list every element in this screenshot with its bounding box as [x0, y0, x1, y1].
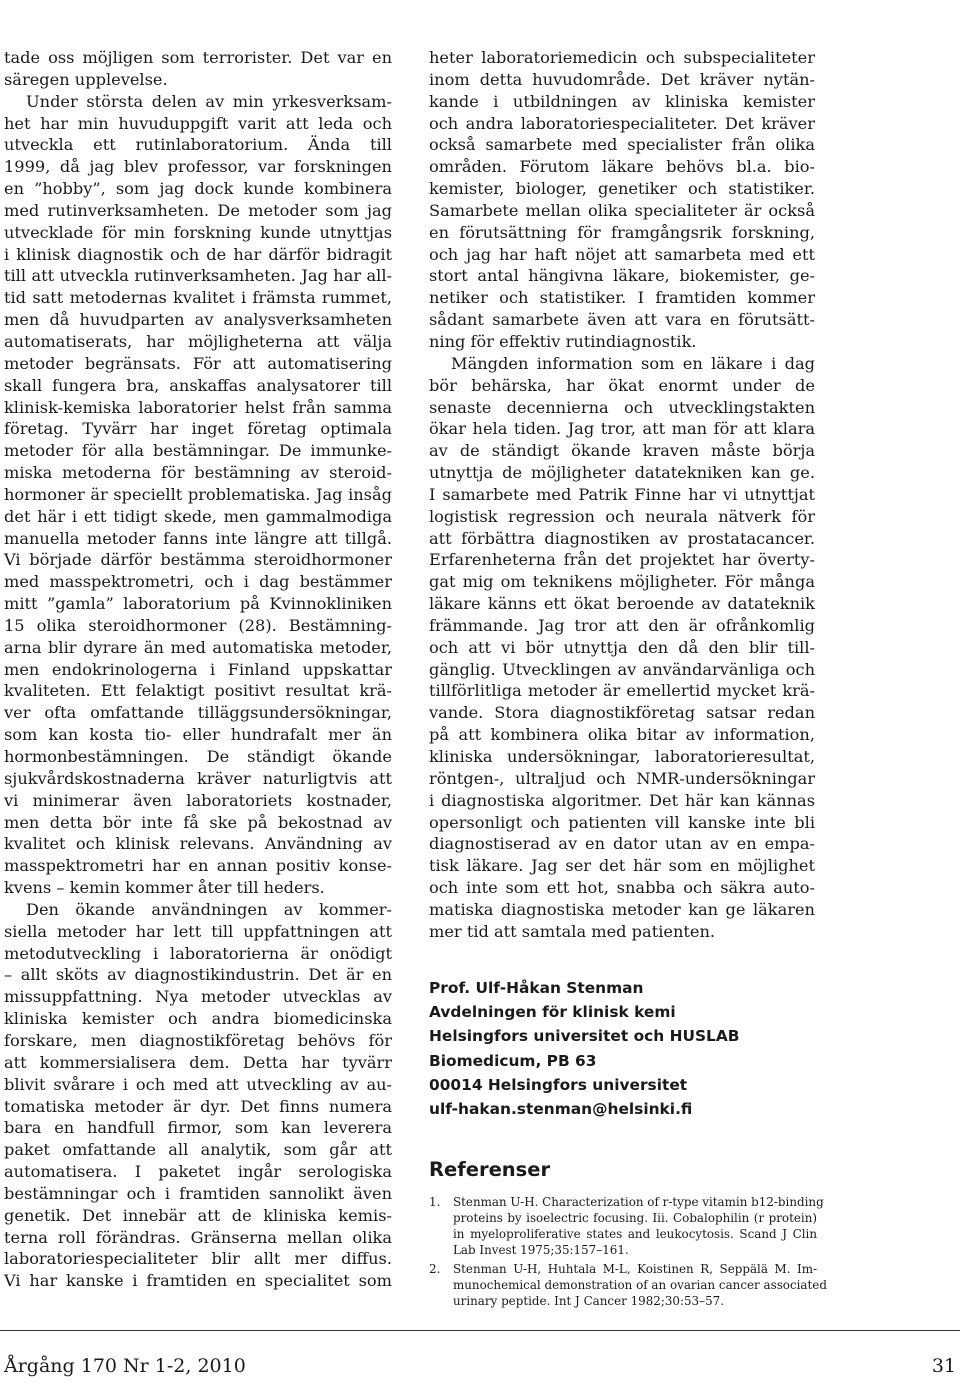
text-line: vi minimerar även laboratoriets kostnader,	[4, 790, 392, 810]
reference-line: in myeloproliferative states and leukocytosis. Scand J Clin	[453, 1227, 817, 1241]
text-line: senaste decennierna och utvecklingstakten	[429, 397, 815, 417]
text-line: automatisera. I paketet ingår serologiska	[4, 1162, 392, 1182]
reference-item	[429, 1261, 827, 1309]
text-line: främmande. Jag tror att den är ofrånkomlig	[429, 615, 815, 635]
text-line: men endokrinologerna i Finland uppskattar	[4, 659, 392, 679]
author-department: Avdelningen för klinisk kemi	[429, 1003, 676, 1022]
text-line: metoder för alla bestämningar. De immunke-	[4, 441, 392, 461]
text-line: manuella metoder fanns inte längre att tillgå.	[4, 528, 392, 548]
reference-line: proteins by isoelectric focusing. Iii. Cobalophilin (r protein)	[453, 1211, 817, 1225]
author-postal: 00014 Helsingfors universitet	[429, 1075, 688, 1094]
text-line: automatiserats, har möjligheterna att välja	[4, 331, 392, 351]
text-line: ning för effektiv rutindiagnostik.	[429, 331, 697, 351]
reference-item	[429, 1194, 824, 1258]
text-line: gat mig om teknikens möjligheter. För många	[429, 572, 815, 592]
text-line: logistisk regression och neurala nätverk för	[429, 506, 815, 526]
journal-issue: Årgång 170 Nr 1-2, 2010	[4, 1355, 246, 1377]
text-line: mer tid att samtala med patienten.	[429, 921, 716, 941]
text-line: kliniska kemister och andra biomedicinska	[4, 1009, 392, 1029]
text-line: och inte som ett hot, snabba och säkra auto-	[429, 878, 815, 898]
text-line: men då huvudparten av analysverksamheten	[4, 310, 392, 330]
text-line: att förbättra diagnostiken av prostatacancer.	[429, 528, 815, 548]
reference-line: Stenman U-H, Huhtala M-L, Koistinen R, Seppälä M. Im-	[453, 1262, 817, 1276]
text-line: sjukvårdskostnaderna kräver naturligtvis att	[4, 768, 392, 788]
text-line: 1999, då jag blev professor, var forskningen	[4, 157, 392, 177]
text-line: I samarbete med Patrik Finne har vi utnyttjat	[429, 484, 815, 504]
text-line: men detta bör inte få ske på bekostnad av	[4, 812, 392, 832]
text-line: bara en handfull firmor, som kan leverera	[4, 1118, 392, 1138]
text-line: och jag har haft nöjet att samarbeta med ett	[429, 244, 815, 264]
text-line: Vi har kanske i framtiden en specialitet som	[4, 1271, 392, 1291]
reference-line: munochemical demonstration of an ovarian cancer associated	[453, 1278, 827, 1292]
text-line: utveckla ett rutinlaboratorium. Ända till	[4, 135, 392, 155]
text-line: gänglig. Utvecklingen av användarvänliga och	[429, 659, 815, 679]
body-text-right-column	[429, 47, 815, 943]
text-line: forskare, men diagnostikföretag behövs för	[4, 1030, 392, 1050]
text-line: tisk läkare. Jag ser det här som en möjlighet	[429, 856, 815, 876]
author-name: Prof. Ulf-Håkan Stenman	[429, 979, 644, 997]
text-line: röntgen-, ultraljud och NMR-undersökningar	[429, 768, 815, 788]
text-line: områden. Förutom läkare behövs bl.a. bio-	[429, 157, 815, 177]
text-line: och andra laboratoriespecialiteter. Det kräver	[429, 113, 815, 133]
reference-line: Lab Invest 1975;35:157–161.	[453, 1243, 629, 1257]
text-line: Erfarenheterna från det projektet har överty-	[429, 550, 815, 570]
text-line: tomatiska metoder är dyr. Det finns numera	[4, 1096, 392, 1116]
text-line: masspektrometri har en annan positiv konse-	[4, 856, 392, 876]
text-line: en ”hobby”, som jag dock kunde kombinera	[4, 179, 392, 199]
author-building: Biomedicum, PB 63	[429, 1051, 597, 1070]
text-line: 15 olika steroidhormoner (28). Bestämning-	[4, 615, 392, 635]
text-line: siella metoder har lett till uppfattningen att	[4, 921, 392, 941]
text-line: tillförlitliga metoder är emellertid mycket krä-	[429, 681, 815, 701]
text-line: diagnostiserad av en dator utan av en empa-	[429, 834, 815, 854]
reference-line: urinary peptide. Int J Cancer 1982;30:53–57.	[453, 1294, 724, 1308]
text-line: het har min huvuduppgift varit att leda och	[4, 113, 392, 133]
text-line: bör behärska, har ökat enormt under de	[429, 375, 815, 395]
text-line: – allt sköts av diagnostikindustrin. Det är en	[4, 965, 392, 985]
body-text-left-column	[4, 47, 392, 1292]
text-line: i klinisk diagnostik och de har därför bidragit	[4, 244, 392, 264]
text-line: kliniska undersökningar, laboratorieresultat,	[429, 747, 815, 766]
text-line: paket omfattande all analytik, som går att	[4, 1140, 392, 1160]
author-email[interactable]: ulf-hakan.stenman@helsinki.fi	[429, 1100, 693, 1119]
text-line: heter laboratoriemedicin och subspecialiteter	[429, 48, 815, 67]
text-line: kemister, biologer, genetiker och statistiker.	[429, 179, 815, 199]
text-line: företag. Tyvärr har inget företag optimala	[4, 419, 392, 439]
text-line: arna blir dyrare än med automatiska metoder,	[4, 637, 392, 657]
text-line: i diagnostiska algoritmer. Det här kan kännas	[429, 790, 815, 810]
author-institution: Helsingfors universitet och HUSLAB	[429, 1027, 740, 1046]
text-line: opersonligt och patienten vill kanske inte bli	[429, 812, 815, 832]
text-line: tid satt metodernas kvalitet i främsta rummet,	[4, 288, 392, 308]
text-line: också samarbete med specialister från olika	[429, 135, 815, 155]
text-line: Samarbete mellan olika specialiteter är också	[429, 200, 815, 220]
text-line: med rutinverksamheten. De metoder som jag	[4, 200, 392, 220]
text-line: klinisk-kemiska laboratorier helst från samma	[4, 397, 392, 417]
text-line: ökar hela tiden. Jag tror, att man för att klara	[429, 419, 815, 439]
text-line: inom detta huvudområde. Det kräver nytän-	[429, 69, 815, 89]
text-line: matiska diagnostiska metoder kan ge läkaren	[429, 899, 815, 919]
text-line: som kan kosta tio- eller hundrafalt mer än	[4, 725, 392, 745]
text-line: miska metoderna för bestämning av steroid-	[4, 463, 392, 483]
text-line: skall fungera bra, anskaffas analysatorer till	[4, 375, 392, 395]
text-line: kvalitet och klinisk relevans. Användning av	[4, 834, 392, 854]
text-line: terna roll förändras. Gränserna mellan olika	[4, 1227, 392, 1247]
text-line: ver ofta omfattande tilläggsundersökningar,	[4, 703, 392, 723]
text-line: netiker och statistiker. I framtiden kommer	[429, 288, 815, 308]
text-line: kvens – kemin kommer åter till heders.	[4, 878, 325, 898]
reference-line: Stenman U-H. Characterization of r-type vitamin b12-binding	[453, 1195, 824, 1209]
text-line: av de ständigt ökande kraven måste börja	[429, 441, 815, 461]
text-line: bestämningar och i framtiden sannolikt även	[4, 1183, 392, 1203]
text-line: metoder begränsats. För att automatisering	[4, 353, 392, 373]
references-list	[429, 1194, 827, 1312]
text-line: kvaliteten. Ett felaktigt positivt resultat krä-	[4, 681, 392, 701]
text-line: på att kombinera olika bitar av information,	[429, 725, 815, 745]
text-line: tade oss möjligen som terrorister. Det var en	[4, 48, 392, 67]
footer-divider	[0, 1330, 960, 1331]
text-line: laboratoriespecialiteter blir allt mer diffus.	[4, 1249, 392, 1269]
text-line: utvecklade för min forskning kunde utnyttjas	[4, 222, 392, 242]
text-line: hormoner är speciellt problematiska. Jag insåg	[4, 484, 392, 504]
text-line: till att utveckla rutinverksamheten. Jag har all-	[4, 266, 392, 286]
text-line: Mängden information som en läkare i dag	[451, 353, 815, 373]
text-line: med masspektrometri, och i dag bestämmer	[4, 572, 392, 592]
text-line: Vi började därför bestämma steroidhormoner	[4, 550, 392, 570]
reference-number: 1.	[429, 1195, 441, 1209]
text-line: läkare känns ett ökat beroende av datateknik	[429, 594, 815, 614]
text-line: det här i ett tidigt skede, men gammalmodiga	[4, 506, 392, 526]
text-line: genetik. Det innebär att de kliniska kemis-	[4, 1205, 392, 1225]
page-number: 31	[931, 1355, 956, 1377]
text-line: säregen upplevelse.	[4, 69, 168, 89]
text-line: hormonbestämningen. De ständigt ökande	[4, 747, 392, 766]
text-line: kande i utbildningen av kliniska kemister	[429, 91, 815, 111]
text-line: missuppfattning. Nya metoder utvecklas av	[4, 987, 392, 1007]
text-line: mitt ”gamla” laboratorium på Kvinnokliniken	[4, 594, 392, 614]
references-heading: Referenser	[429, 1158, 551, 1181]
text-line: vande. Stora diagnostikföretag satsar redan	[429, 703, 815, 723]
text-line: utnyttja de möjligheter datatekniken kan ge.	[429, 463, 815, 483]
author-address	[429, 976, 829, 1121]
text-line: metodutveckling i laboratorierna är onödigt	[4, 943, 392, 963]
text-line: stort antal hängivna läkare, biokemister, ge-	[429, 266, 815, 286]
text-line: en förutsättning för framgångsrik forskning,	[429, 222, 815, 242]
text-line: blivit svårare i och med att utveckling av au-	[4, 1074, 392, 1094]
text-line: och att vi bör utnyttja den då den blir till-	[429, 637, 815, 657]
text-line: att kommersialisera dem. Detta har tyvärr	[4, 1052, 392, 1072]
reference-number: 2.	[429, 1262, 441, 1276]
text-line: Under största delen av min yrkesverksam-	[26, 91, 392, 111]
text-line: sådant samarbete även att vara en förutsätt-	[429, 310, 815, 330]
text-line: Den ökande användningen av kommer-	[26, 899, 392, 919]
